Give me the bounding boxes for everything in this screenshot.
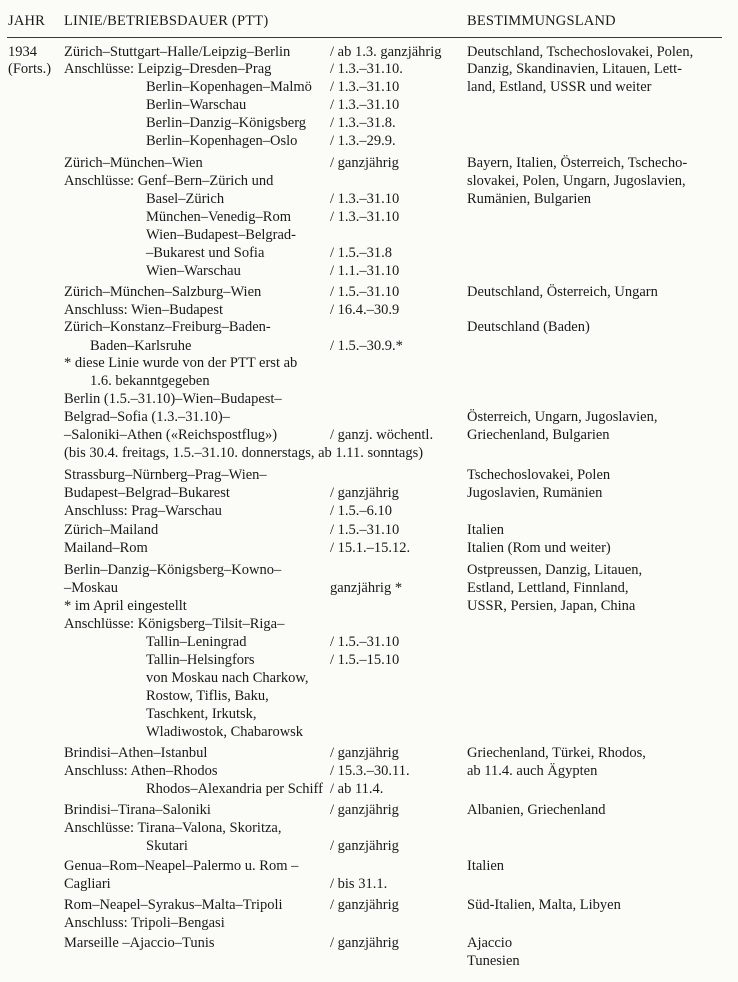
destination-cell: Italien	[467, 858, 505, 874]
route-cell: München–Venedig–Rom	[146, 209, 291, 225]
destination-cell: Ajaccio	[467, 935, 513, 951]
route-cell: Anschlüsse: Tirana–Valona, Skoritza,	[64, 820, 282, 836]
period-cell: / 15.3.–30.11.	[330, 763, 410, 779]
period-cell: / 1.3.–31.8.	[330, 115, 396, 131]
destination-cell: USSR, Persien, Japan, China	[467, 598, 636, 614]
route-cell: –Bukarest und Sofia	[146, 245, 265, 261]
route-cell: Berlin–Kopenhagen–Oslo	[146, 133, 298, 149]
table-row	[0, 537, 738, 559]
route-cell: Anschlüsse: Leipzig–Dresden–Prag	[64, 61, 272, 77]
route-cell: –Moskau	[64, 580, 118, 596]
route-cell: Anschlüsse: Königsberg–Tilsit–Riga–	[64, 616, 285, 632]
period-cell: ganzjährig *	[330, 580, 403, 596]
period-cell: / ganzj. wöchentl.	[330, 427, 434, 443]
table-row	[0, 442, 738, 464]
destination-cell: Tschechoslovakei, Polen	[467, 467, 611, 483]
period-cell: / 1.5.–31.10	[330, 284, 400, 300]
period-cell: / 1.5.–30.9.*	[330, 338, 403, 354]
route-cell: Berlin–Danzig–Königsberg–Kowno–	[64, 562, 282, 578]
destination-cell: Ostpreussen, Danzig, Litauen,	[467, 562, 643, 578]
route-cell: Zürich–München–Wien	[64, 155, 203, 171]
route-cell: Wladiwostok, Chabarowsk	[146, 724, 304, 740]
period-cell: / 16.4.–30.9	[330, 302, 400, 318]
route-cell: * im April eingestellt	[64, 598, 187, 614]
destination-cell: land, Estland, USSR und weiter	[467, 79, 652, 95]
route-cell: Zürich–München–Salzburg–Wien	[64, 284, 262, 300]
route-cell: Brindisi–Athen–Istanbul	[64, 745, 208, 761]
period-cell: / 1.5.–31.8	[330, 245, 393, 261]
period-cell: / 1.3.–31.10.	[330, 61, 403, 77]
destination-cell: Rumänien, Bulgarien	[467, 191, 592, 207]
table-row	[0, 912, 738, 934]
route-cell: Brindisi–Tirana–Saloniki	[64, 802, 211, 818]
period-cell: / 1.3.–31.10	[330, 97, 400, 113]
destination-cell: slovakei, Polen, Ungarn, Jugoslavien,	[467, 173, 686, 189]
route-cell: Rom–Neapel–Syrakus–Malta–Tripoli	[64, 897, 283, 913]
table-row	[0, 778, 738, 800]
period-cell: / ab 11.4.	[330, 781, 384, 797]
route-cell: Zürich–Stuttgart–Halle/Leipzig–Berlin	[64, 44, 291, 60]
route-cell: Taschkent, Irkutsk,	[146, 706, 257, 722]
period-cell: / ganzjährig	[330, 897, 399, 913]
destination-cell: Italien	[467, 522, 505, 538]
route-cell: Strassburg–Nürnberg–Prag–Wien–	[64, 467, 267, 483]
destination-cell: Deutschland (Baden)	[467, 319, 590, 335]
route-cell: Baden–Karlsruhe	[90, 338, 192, 354]
header-rule	[7, 37, 722, 38]
route-cell: Wien–Warschau	[146, 263, 241, 279]
period-cell: / 1.5.–31.10	[330, 634, 400, 650]
destination-cell: Italien (Rom und weiter)	[467, 540, 611, 556]
period-cell: / 1.3.–29.9.	[330, 133, 396, 149]
route-cell: Basel–Zürich	[146, 191, 225, 207]
period-cell: / ganzjährig	[330, 155, 399, 171]
route-cell: Berlin (1.5.–31.10)–Wien–Budapest–	[64, 391, 282, 407]
route-cell: Anschluss: Prag–Warschau	[64, 503, 222, 519]
route-cell: Anschlüsse: Genf–Bern–Zürich und	[64, 173, 274, 189]
route-cell: Cagliari	[64, 876, 111, 892]
destination-cell: Deutschland, Tschechoslovakei, Polen,	[467, 44, 694, 60]
route-cell: Wien–Budapest–Belgrad-	[146, 227, 297, 243]
route-cell: Budapest–Belgrad–Bukarest	[64, 485, 230, 501]
table-row	[0, 873, 738, 895]
table-row	[0, 835, 738, 857]
period-cell: / 1.3.–31.10	[330, 191, 400, 207]
table-row	[0, 130, 738, 152]
table-row	[0, 260, 738, 282]
route-cell: Tallin–Leningrad	[146, 634, 247, 650]
destination-cell: Bayern, Italien, Österreich, Tschecho-	[467, 155, 688, 171]
route-cell: Skutari	[146, 838, 188, 854]
route-cell: 1.6. bekanntgegeben	[90, 373, 210, 389]
period-cell: / 1.5.–31.10	[330, 522, 400, 538]
destination-cell: Deutschland, Österreich, Ungarn	[467, 284, 658, 300]
period-cell: / bis 31.1.	[330, 876, 388, 892]
route-cell: Berlin–Danzig–Königsberg	[146, 115, 307, 131]
route-cell: Zürich–Konstanz–Freiburg–Baden-	[64, 319, 271, 335]
route-cell: * diese Linie wurde von der PTT erst ab	[64, 355, 298, 371]
destination-cell: Tunesien	[467, 953, 520, 969]
period-cell: / 1.3.–31.10	[330, 79, 400, 95]
route-cell: Berlin–Kopenhagen–Malmö	[146, 79, 312, 95]
year-cell: 1934	[8, 44, 37, 60]
route-cell: Anschluss: Athen–Rhodos	[64, 763, 218, 779]
header-route: LINIE/BETRIEBSDAUER (PTT)	[64, 13, 269, 29]
period-cell: / ganzjährig	[330, 838, 399, 854]
destination-cell: Griechenland, Bulgarien	[467, 427, 610, 443]
table-row	[0, 950, 738, 972]
destination-cell: Jugoslavien, Rumänien	[467, 485, 603, 501]
route-cell: Rostow, Tiflis, Baku,	[146, 688, 269, 704]
route-cell: Marseille –Ajaccio–Tunis	[64, 935, 215, 951]
destination-cell: Estland, Lettland, Finnland,	[467, 580, 629, 596]
destination-cell: Danzig, Skandinavien, Litauen, Lett-	[467, 61, 683, 77]
period-cell: / 1.5.–15.10	[330, 652, 400, 668]
year-cell: (Forts.)	[8, 61, 52, 77]
route-cell: Zürich–Mailand	[64, 522, 159, 538]
route-cell: –Saloniki–Athen («Reichspostflug»)	[64, 427, 278, 443]
destination-cell: Süd-Italien, Malta, Libyen	[467, 897, 621, 913]
route-cell: Belgrad–Sofia (1.3.–31.10)–	[64, 409, 230, 425]
period-cell: / 1.3.–31.10	[330, 209, 400, 225]
period-cell: / ganzjährig	[330, 485, 399, 501]
route-cell: (bis 30.4. freitags, 1.5.–31.10. donnerstags, ab 1.11. sonntags)	[64, 445, 424, 461]
destination-cell: ab 11.4. auch Ägypten	[467, 763, 598, 779]
period-cell: / 1.1.–31.10	[330, 263, 400, 279]
period-cell: / ganzjährig	[330, 745, 399, 761]
destination-cell: Österreich, Ungarn, Jugoslavien,	[467, 409, 658, 425]
destination-cell: Albanien, Griechenland	[467, 802, 606, 818]
route-cell: Berlin–Warschau	[146, 97, 247, 113]
route-cell: Genua–Rom–Neapel–Palermo u. Rom –	[64, 858, 299, 874]
route-cell: Mailand–Rom	[64, 540, 148, 556]
route-cell: Tallin–Helsingfors	[146, 652, 255, 668]
period-cell: / ab 1.3. ganzjährig	[330, 44, 442, 60]
route-cell: Anschluss: Tripoli–Bengasi	[64, 915, 225, 931]
route-cell: Rhodos–Alexandria per Schiff	[146, 781, 323, 797]
route-cell: Anschluss: Wien–Budapest	[64, 302, 224, 318]
table-row	[0, 721, 738, 743]
period-cell: / ganzjährig	[330, 802, 399, 818]
period-cell: / 1.5.–6.10	[330, 503, 393, 519]
period-cell: / 15.1.–15.12.	[330, 540, 411, 556]
header-destination: BESTIMMUNGSLAND	[467, 13, 616, 29]
header-year: JAHR	[8, 13, 46, 29]
period-cell: / ganzjährig	[330, 935, 399, 951]
route-cell: von Moskau nach Charkow,	[146, 670, 309, 686]
destination-cell: Griechenland, Türkei, Rhodos,	[467, 745, 646, 761]
